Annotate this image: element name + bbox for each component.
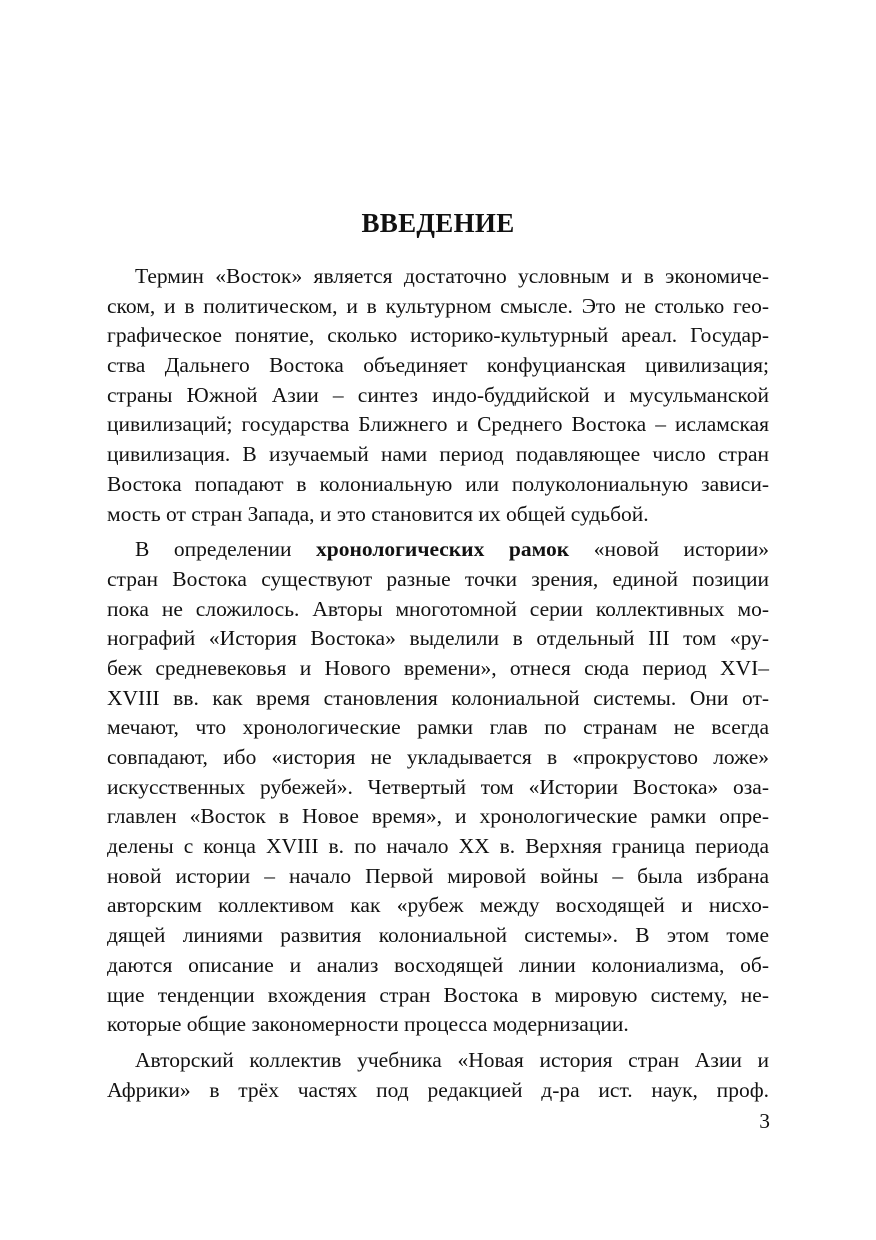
text-line: цивилизация. В изучаемый нами период подавляющее число стран xyxy=(107,442,769,467)
page-number: 3 xyxy=(759,1109,770,1133)
text-line: Термин «Восток» является достаточно условным и в экономиче- xyxy=(135,264,769,288)
body-text xyxy=(107,262,769,1105)
text-line: нографий «История Востока» выделили в отдельный III том «ру- xyxy=(107,626,769,651)
text-line: даются описание и анализ восходящей линии колониализма, об- xyxy=(107,952,769,977)
text-line: мечают, что хронологические рамки глав по странам не всегда xyxy=(107,715,769,740)
text-line: главлен «Восток в Новое время», и хронологические рамки опре- xyxy=(107,804,769,829)
text-line: пока не сложилось. Авторы многотомной серии коллективных мо- xyxy=(107,596,769,621)
text-line: Авторский коллектив учебника «Новая история стран Азии и xyxy=(135,1047,769,1072)
text-line: дящей линиями развития колониальной системы». В этом томе xyxy=(107,923,769,948)
paragraph-1 xyxy=(107,262,769,529)
text-line: страны Южной Азии – синтез индо-буддийской и мусульманской xyxy=(107,382,769,407)
text-line: делены с конца XVIII в. по начало XX в. Верхняя граница периода xyxy=(107,834,769,859)
bold-term: хронологических рамок xyxy=(316,537,570,562)
paragraph-2 xyxy=(107,535,769,1040)
text-line: стран Востока существуют разные точки зрения, единой позиции xyxy=(107,566,769,591)
text-line: мость от стран Запада, и это становится их общей судьбой. xyxy=(107,501,649,526)
text-line xyxy=(107,535,769,565)
text-line: авторским коллективом как «рубеж между восходящей и нисхо- xyxy=(107,893,769,918)
text-line: Африки» в трёх частях под редакцией д-ра ист. наук, проф. xyxy=(107,1077,769,1102)
text-line: графическое понятие, сколько историко-культурный ареал. Государ- xyxy=(107,323,769,348)
text-line: Востока попадают в колониальную или полуколониальную зависи- xyxy=(107,471,769,496)
text-line: совпадают, ибо «история не укладывается в «прокрустово ложе» xyxy=(107,745,769,769)
text-line: XVIII вв. как время становления колониальной системы. Они от- xyxy=(107,685,769,710)
text-line: цивилизаций; государства Ближнего и Среднего Востока – исламская xyxy=(107,412,769,437)
text-line: новой истории – начало Первой мировой войны – была избрана xyxy=(107,863,769,888)
text-run: В определении xyxy=(135,537,317,562)
text-line: ства Дальнего Востока объединяет конфуцианская цивилизация; xyxy=(107,353,769,378)
page-title: ВВЕДЕНИЕ xyxy=(361,208,515,238)
text-line: искусственных рубежей». Четвертый том «Истории Востока» оза- xyxy=(107,774,769,799)
paragraph-3 xyxy=(107,1046,769,1105)
text-line: ском, и в политическом, и в культурном смысле. Это не столько гео- xyxy=(107,293,769,318)
text-line: которые общие закономерности процесса модернизации. xyxy=(107,1012,629,1037)
text-line: щие тенденции вхождения стран Востока в мировую систему, не- xyxy=(107,982,769,1007)
text-run: «новой истории» xyxy=(569,537,769,562)
text-line: беж средневековья и Нового времени», отнеся сюда период XVI– xyxy=(107,655,769,680)
